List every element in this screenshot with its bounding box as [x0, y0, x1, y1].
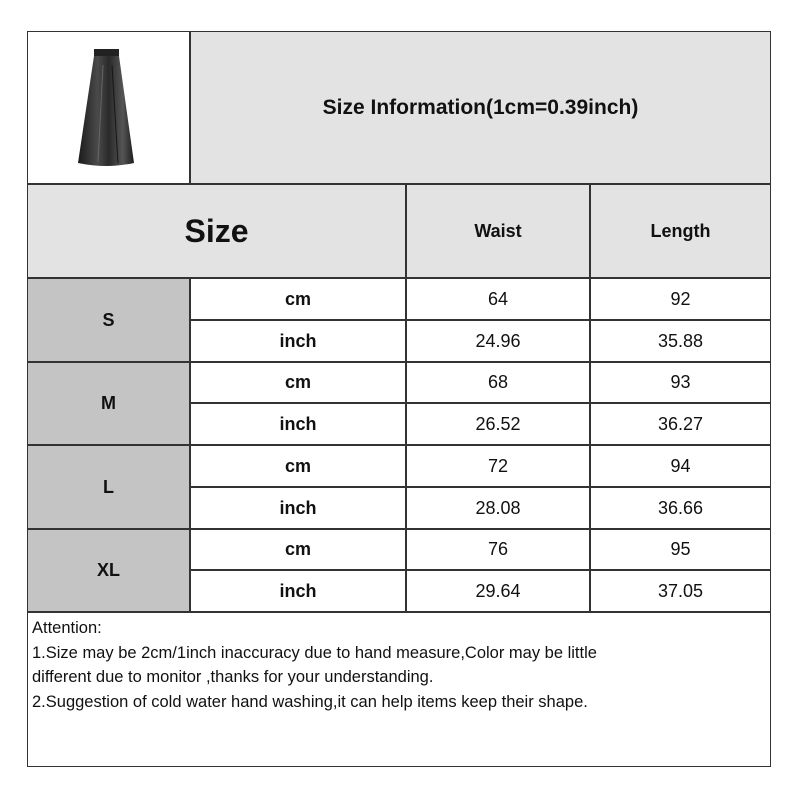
unit-cell	[191, 279, 405, 319]
attention-notes	[32, 616, 752, 714]
waist-value: 26.52	[475, 413, 521, 434]
unit-label: cm	[284, 539, 311, 559]
size-chart	[27, 31, 771, 767]
length-value: 36.66	[657, 497, 704, 518]
divider	[189, 486, 770, 488]
waist-value: 29.64	[475, 580, 521, 601]
waist-value-cell	[407, 446, 589, 486]
divider	[28, 611, 770, 613]
waist-value-cell	[407, 530, 589, 569]
length-value: 36.27	[657, 413, 704, 434]
divider	[28, 277, 770, 279]
unit-label: cm	[284, 455, 311, 476]
note-line: different due to monitor ,thanks for your understanding.	[32, 668, 434, 686]
size-cell-s	[28, 279, 189, 361]
length-value-cell	[591, 404, 770, 444]
size-cell-l	[28, 446, 189, 528]
unit-cell	[191, 321, 405, 361]
note-line: 1.Size may be 2cm/1inch inaccuracy due to hand measure,Color may be little	[32, 643, 597, 662]
size-label: L	[103, 476, 114, 497]
divider	[589, 183, 591, 611]
length-value: 94	[670, 455, 691, 476]
length-value-cell	[591, 488, 770, 528]
length-heading: Length	[650, 220, 711, 241]
waist-value: 72	[487, 455, 509, 476]
waist-value: 68	[487, 372, 509, 392]
waist-value-cell	[407, 363, 589, 402]
divider	[189, 32, 191, 183]
size-label: M	[101, 393, 116, 413]
chart-title: Size Information(1cm=0.39inch)	[322, 95, 639, 119]
waist-value: 76	[487, 539, 509, 559]
unit-label: inch	[279, 497, 317, 518]
waist-heading: Waist	[474, 220, 522, 241]
divider	[405, 183, 407, 611]
size-label: S	[102, 309, 115, 330]
waist-value-cell	[407, 279, 589, 319]
divider	[189, 319, 770, 321]
length-value-cell	[591, 363, 770, 402]
size-heading: Size	[184, 212, 249, 249]
size-label: XL	[96, 560, 120, 580]
unit-cell	[191, 404, 405, 444]
unit-cell	[191, 530, 405, 569]
waist-value-cell	[407, 321, 589, 361]
skirt-image	[50, 35, 163, 178]
divider	[28, 183, 770, 185]
title-cell	[191, 32, 770, 183]
unit-label: inch	[279, 330, 317, 351]
waist-heading-cell	[407, 185, 589, 277]
length-value: 35.88	[657, 330, 704, 351]
length-heading-cell	[591, 185, 770, 277]
note-line: 2.Suggestion of cold water hand washing,it can help items keep their shape.	[32, 692, 588, 711]
unit-cell	[191, 363, 405, 402]
size-cell-m	[28, 363, 189, 444]
skirt-photo	[50, 35, 163, 178]
divider	[28, 528, 770, 530]
unit-label: inch	[279, 413, 317, 434]
waist-value: 64	[487, 288, 509, 309]
divider	[28, 444, 770, 446]
length-value: 37.05	[657, 580, 704, 601]
divider	[189, 402, 770, 404]
divider	[189, 569, 770, 571]
waist-value-cell	[407, 488, 589, 528]
notes-heading: Attention:	[32, 619, 102, 637]
length-value: 92	[670, 288, 691, 309]
unit-label: inch	[279, 580, 317, 601]
length-value-cell	[591, 530, 770, 569]
length-value-cell	[591, 279, 770, 319]
waist-value-cell	[407, 571, 589, 611]
unit-cell	[191, 488, 405, 528]
length-value-cell	[591, 446, 770, 486]
size-cell-xl	[28, 530, 189, 611]
waist-value: 24.96	[475, 330, 521, 351]
unit-label: cm	[284, 372, 311, 392]
unit-label: cm	[284, 288, 311, 309]
length-value-cell	[591, 321, 770, 361]
unit-cell	[191, 446, 405, 486]
waist-value-cell	[407, 404, 589, 444]
length-value-cell	[591, 571, 770, 611]
waist-value: 28.08	[475, 497, 521, 518]
size-heading-cell	[28, 185, 405, 277]
length-value: 93	[670, 372, 691, 392]
length-value: 95	[670, 539, 691, 559]
divider	[28, 361, 770, 363]
product-photo-cell	[28, 32, 191, 183]
unit-cell	[191, 571, 405, 611]
